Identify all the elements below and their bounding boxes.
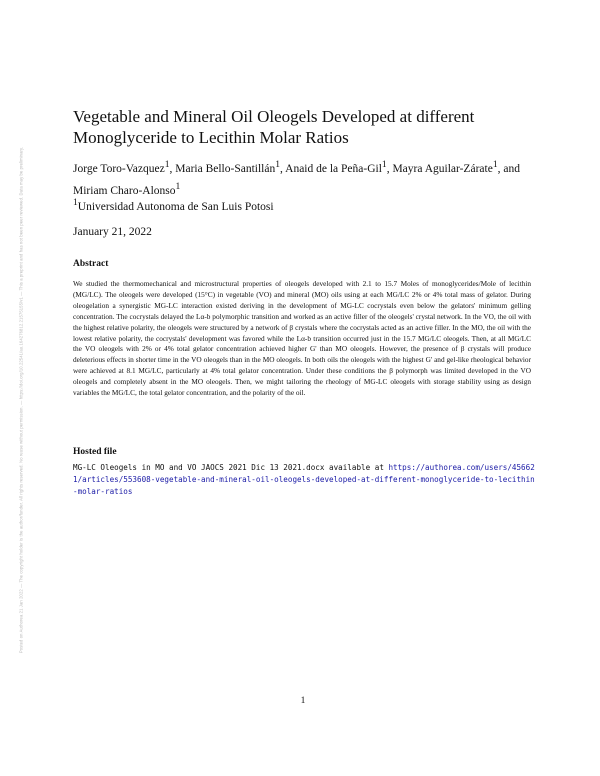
author-name: Mayra Aguilar-Zárate: [392, 162, 493, 175]
author-affiliation-mark: 1: [381, 159, 387, 170]
author-name: Maria Bello-Santillán: [175, 162, 276, 175]
affiliation: [73, 197, 533, 213]
abstract-heading: Abstract: [73, 259, 109, 269]
sidebar-preprint-note: [6, 60, 36, 740]
author-separator: ,: [280, 162, 286, 175]
sidebar-preprint-text: Posted on Authorea 21 Jan 2022 — The copyright holder is the author/funder. All rights reserved. No reuse without permission. — https://doi.org/10.22541/au.164276812.21575155/v1 — This a preprint and has not been peer reviewed. Data may be preliminary.: [18, 146, 24, 654]
affiliation-name: Universidad Autonoma de San Luis Potosi: [77, 200, 274, 213]
author-affiliation-mark: 1: [175, 180, 181, 192]
author-separator: ,: [169, 162, 176, 175]
author-name: Jorge Toro-Vazquez: [73, 162, 165, 175]
hosted-file-link[interactable]: https://authorea.com/users/456621/articles/553608-vegetable-and-mineral-oil-oleogels-developed-at-different-monoglyceride-to-lecithin-molar-ratios: [73, 463, 535, 496]
author-separator: , and: [497, 162, 520, 175]
author-affiliation-mark: 1: [164, 159, 170, 170]
abstract-body: We studied the thermomechanical and microstructural properties of oleogels developed with 2.1 to 15.7 Moles of monoglycerides/Mole of lecithin (MG/LC). The oleogels were developed (15°C) in vegetable (VO) and mineral (MO) oils using at each MG/LC 2% or 4% total mass of gelator. During oleogelation a synergistic MG-LC interaction existed deriving in the development of MG-LC cocrystals even below the gelators' minimum gelling concentration. The cocrystals delayed the Lα-b polymorphic transition and worked as an active filler of the oleogels' crystal network. In the VO, the oil with the highest relative polarity, the oleogels were structured by a network of β crystals where the cocrystals acted as an active filler. In the MO, the oil with the lowest relative polarity, the cocrystals' development was favored while the Lα-b transition occurred just in the 15.7 MG/LC oleogels. Then, at all MG/LC the VO oleogels with 2% or 4% total gelator concentration achieved higher G' than MO oleogels. However, the presence of β crystals will produce deleterious effects in shorter time in the VO oleogels than in the MO oleogels. In both oils the oleogels with the highest G' and gel-like rheological behavior were achieved at 8.1 MG/LC, particularly at 4% total gelator concentration. Under these conditions the β polymorph was limited developed in the VO oleogels and completely absent in the MO oleogels. Then, we might tailoring the rheology of MG-LC oleogels with storage stability using as design variables the MG/LC, the total gelator concentration, and the polarity of the oil.: [73, 279, 531, 398]
author-name: Miriam Charo-Alonso: [73, 184, 176, 197]
author-affiliation-mark: 1: [275, 159, 281, 170]
hosted-filename: MG-LC Oleogels in MO and VO JAOCS 2021 Dic 13 2021.docx: [73, 463, 325, 472]
author-name: Anaid de la Peña-Gil: [285, 162, 382, 175]
publication-date: January 21, 2022: [73, 226, 152, 238]
paper-title: Vegetable and Mineral Oil Oleogels Developed at different Monoglyceride to Lecithin Molar Ratios: [73, 107, 475, 147]
author-affiliation-mark: 1: [492, 159, 498, 170]
hosted-file-heading: Hosted file: [73, 447, 117, 457]
affiliation-mark: 1: [73, 197, 78, 208]
hosted-available-text: available at: [324, 463, 389, 472]
page-number: 1: [300, 696, 306, 706]
author-list: [73, 156, 533, 200]
author-separator: ,: [386, 162, 393, 175]
hosted-file-info: [73, 462, 535, 498]
